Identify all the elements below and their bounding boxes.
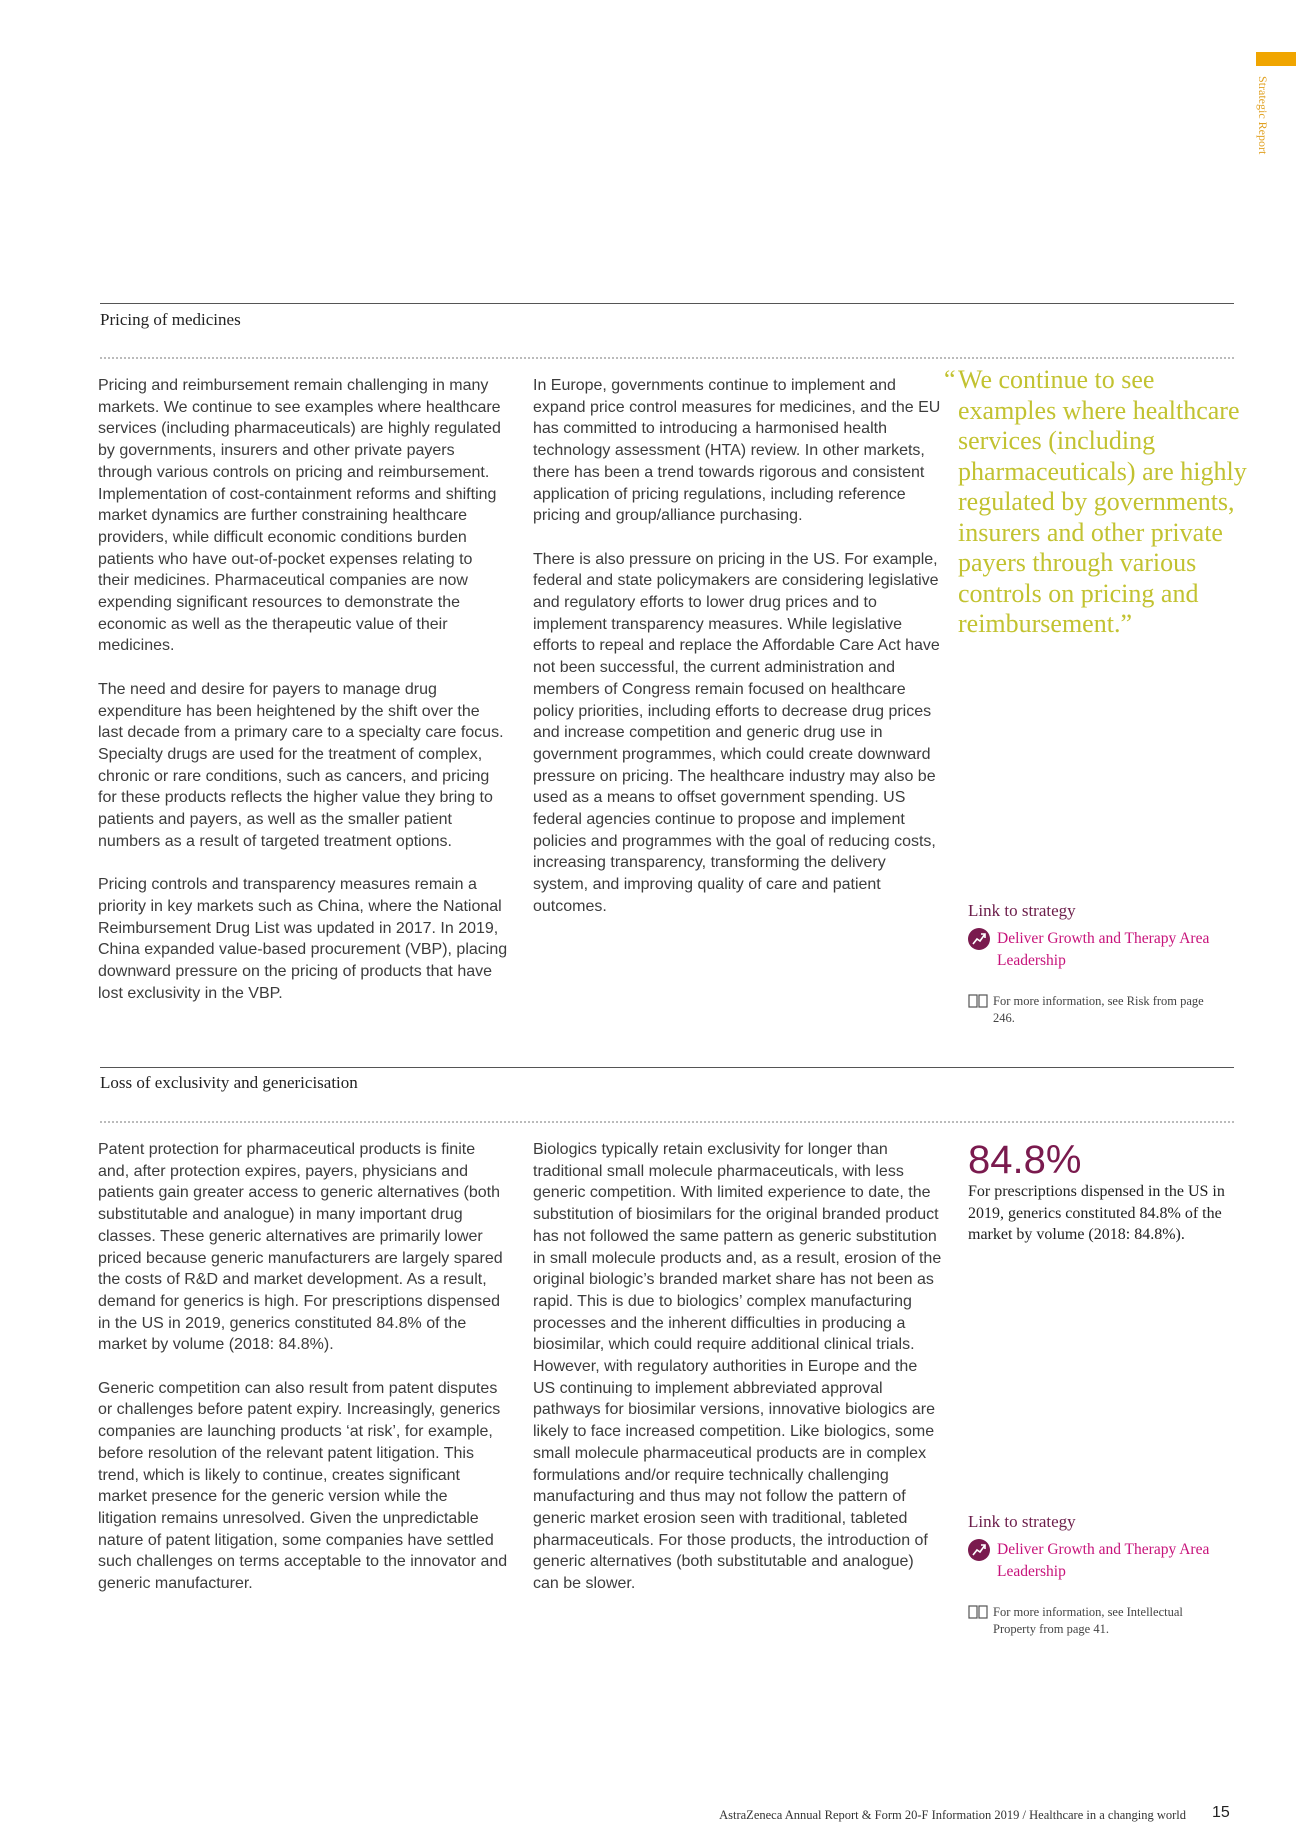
section-title-pricing: Pricing of medicines <box>100 310 241 329</box>
more-info-text: For more information, see Intellectual Property from page 41. <box>993 1605 1183 1636</box>
dotted-divider <box>100 357 1234 359</box>
generics-share-description: For prescriptions dispensed in the US in 2019, generics constituted 84.8% of the market by volume (2018: 84.8%). <box>968 1183 1225 1243</box>
link-to-strategy-label: Link to strategy <box>968 1512 1076 1531</box>
paragraph: Biologics typically retain exclusivity for longer than traditional small molecule pharmaceuticals, with less generic competition. With limited experience to date, the substitution of biosimilars for the original branded product has not followed the same pattern as generic substitution in small molecule products and, as a result, erosion of the original biologic’s branded market share has not been as rapid. This is due to biologics’ complex manufacturing processes and the inherent difficulties in producing a biosimilar, which could require additional clinical trials. However, with regulatory authorities in Europe and the US continuing to implement abbreviated approval pathways for biosimilar versions, innovative biologics are likely to face increased competition. Like biologics, some small molecule pharmaceutical products are in complex formulations and/or require technically challenging manufacturing and thus may not follow the pattern of generic market erosion seen with traditional, tableted pharmaceuticals. For those products, the introduction of generic alternatives (both substitutable and analogue) can be slower. <box>533 1141 942 1593</box>
strategy-link[interactable] <box>968 928 1228 972</box>
quote-mark: “ <box>944 365 956 394</box>
paragraph: In Europe, governments continue to implement and expand price control measures for medicines, and the EU has committed to introducing a harmonised health technology assessment (HTA) review. In other markets, there has been a trend towards rigorous and consistent application of pricing regulations, including reference pricing and group/alliance purchasing. <box>533 377 941 525</box>
paragraph: Generic competition can also result from patent disputes or challenges before patent expiry. Increasingly, generics companies are launching products ‘at risk’, for example, before resolution of the relevant patent litigation. This trend, which is likely to continue, creates significant market presence for the generic version while the litigation remains unresolved. Given the unpredictable nature of patent litigation, some companies have settled such challenges on terms acceptable to the innovator and generic manufacturer. <box>98 1379 508 1593</box>
section-title-exclusivity: Loss of exclusivity and genericisation <box>100 1073 358 1092</box>
pull-quote <box>944 365 1248 640</box>
more-info-note <box>968 993 1228 1027</box>
link-to-strategy-label: Link to strategy <box>968 901 1076 920</box>
strategy-link-text[interactable]: Deliver Growth and Therapy Area Leadership <box>997 930 1210 969</box>
strategy-link-text[interactable]: Deliver Growth and Therapy Area Leadership <box>997 1541 1210 1580</box>
growth-chart-icon <box>968 1539 990 1561</box>
paragraph: The need and desire for payers to manage drug expenditure has been heightened by the shift over the last decade from a primary care to a specialty care focus. Specialty drugs are used for the treatment of complex, chronic or rare conditions, such as cancers, and pricing for these products reflects the higher value they bring to patients and payers, as well as the smaller patient numbers as a result of targeted treatment options. <box>98 680 504 850</box>
generics-share-stat: 84.8% <box>968 1138 1082 1182</box>
exclusivity-column-2 <box>533 1139 943 1616</box>
paragraph: Patent protection for pharmaceutical products is finite and, after protection expires, payers, physicians and patients gain greater access to generic alternatives (both substitutable and analogue) in many important drug classes. These generic alternatives are primarily lower priced because generic manufacturers are largely spared the costs of R&D and market development. As a result, demand for generics is high. For prescriptions dispensed in the US in 2019, generics constituted 84.8% of the market by volume (2018: 84.8%). <box>98 1141 503 1354</box>
page-number: 15 <box>1212 1804 1230 1821</box>
more-info-text: For more information, see Risk from page 246. <box>993 994 1204 1025</box>
book-icon <box>968 1605 988 1624</box>
dotted-divider <box>100 1121 1234 1123</box>
paragraph: There is also pressure on pricing in the US. For example, federal and state policymakers are considering legislative and regulatory efforts to lower drug prices and to implement transparency measures. While legislative efforts to repeal and replace the Affordable Care Act have not been successful, the current administration and members of Congress remain focused on healthcare policy priorities, including efforts to decrease drug prices and increase competition and generic drug use in government programmes, which could create downward pressure on pricing. The healthcare industry may also be used as a means to offset government spending. US federal agencies continue to propose and implement policies and programmes with the goal of reducing costs, increasing transparency, transforming the delivery system, and improving quality of care and patient outcomes. <box>533 550 940 915</box>
section-tab-marker <box>1256 52 1296 66</box>
section-rule <box>100 303 1234 304</box>
strategy-link[interactable] <box>968 1539 1228 1583</box>
page-footer: AstraZeneca Annual Report & Form 20-F Information 2019 / Healthcare in a changing world <box>719 1808 1186 1822</box>
more-info-note <box>968 1604 1228 1638</box>
pricing-column-2 <box>533 375 943 939</box>
pricing-column-1 <box>98 375 508 1026</box>
paragraph: Pricing controls and transparency measures remain a priority in key markets such as China, where the National Reimbursement Drug List was updated in 2017. In 2019, China expanded value-based procurement (VBP), placing downward pressure on the pricing of products that have lost exclusivity in the VBP. <box>98 876 508 1002</box>
exclusivity-column-1 <box>98 1139 508 1616</box>
section-rule <box>100 1067 1234 1068</box>
growth-chart-icon <box>968 928 990 950</box>
pull-quote-text: We continue to see examples where healthcare services (including pharmaceuticals) are highly regulated by governments, insurers and other private payers through various controls on pricing and reimbursement.” <box>958 365 1247 638</box>
book-icon <box>968 994 988 1013</box>
paragraph: Pricing and reimbursement remain challenging in many markets. We continue to see examples where healthcare services (including pharmaceuticals) are highly regulated by governments, insurers and other private payers through various controls on pricing and reimbursement. Implementation of cost-containment reforms and shifting market dynamics are further constraining healthcare providers, while difficult economic conditions burden patients who have out-of-pocket expenses relating to their medicines. Pharmaceutical companies are now expending significant resources to demonstrate the economic as well as the therapeutic value of their medicines. <box>98 377 501 655</box>
section-side-label: Strategic Report <box>1256 76 1270 155</box>
